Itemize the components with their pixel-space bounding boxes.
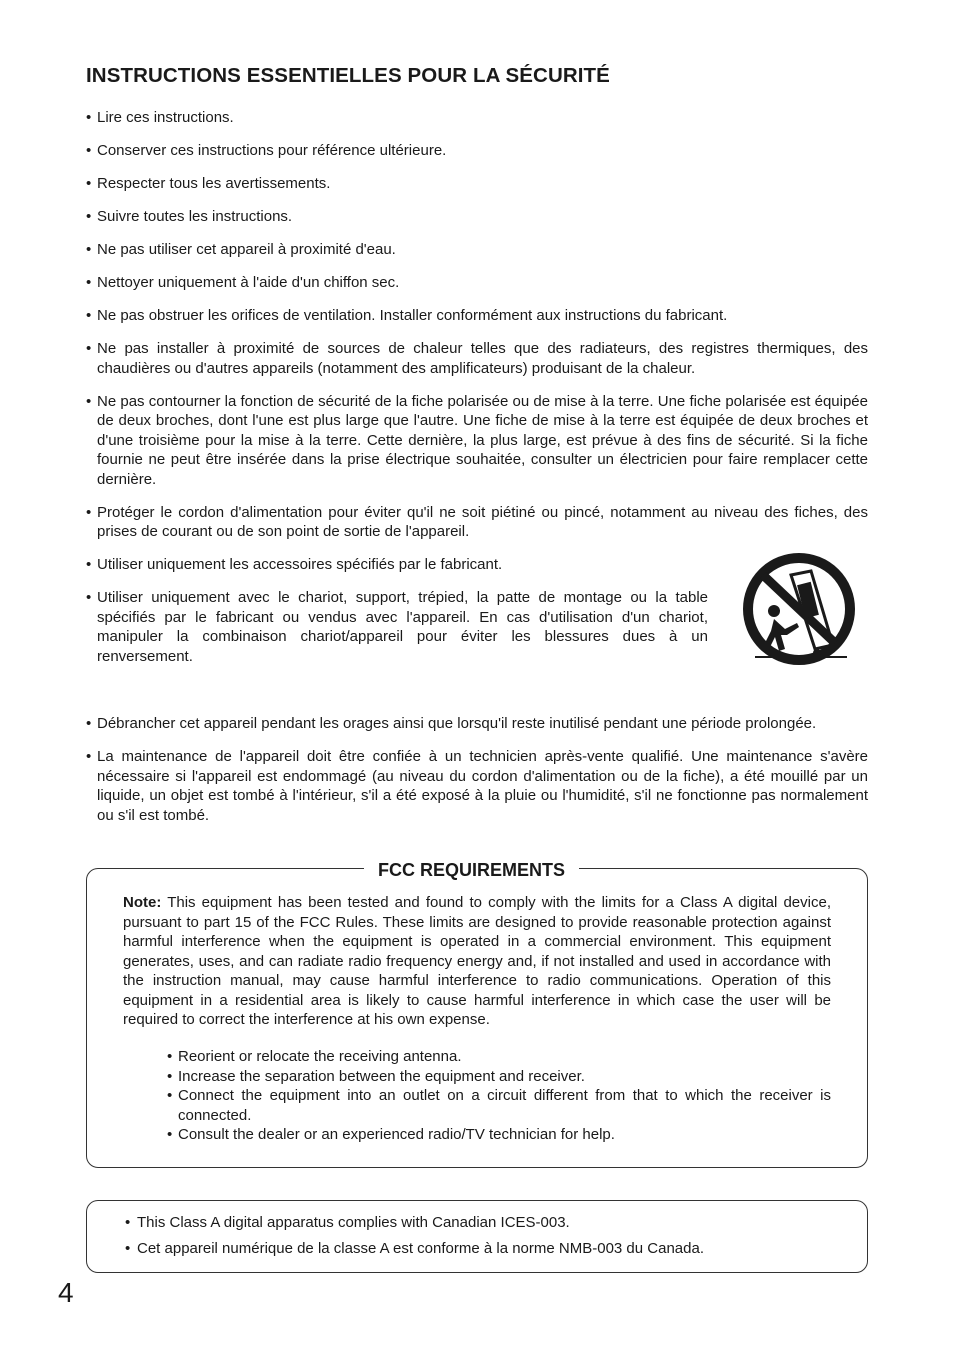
list-item: • Consult the dealer or an experienced radio/TV technician for help. [167, 1125, 831, 1145]
fcc-note-label: Note: [123, 894, 162, 911]
list-item: • This Class A digital apparatus complies with Canadian ICES-003. [125, 1213, 825, 1233]
list-item: • Increase the separation between the equipment and receiver. [167, 1067, 831, 1087]
list-item: • Protéger le cordon d'alimentation pour éviter qu'il ne soit piétiné ou pincé, notamment au niveau des fiches, des prises de courant ou de son point de sortie de l'appareil. [86, 503, 868, 542]
list-item: • Reorient or relocate the receiving antenna. [167, 1047, 831, 1067]
list-item: • La maintenance de l'appareil doit être confiée à un technicien après-vente qualifié. Une maintenance s'avère nécessaire si l'appareil est endommagé (au niveau du cordon d'alimentation ou de la fiche), a été mouillé par un liquide, un objet est tombé à l'intérieur, s'il a été exposé à la pluie ou l'humidité, s'il ne fonctionne pas normalement ou s'il est tombé. [86, 747, 868, 825]
ices-compliance-list [125, 1213, 825, 1265]
list-item: • Nettoyer uniquement à l'aide d'un chiffon sec. [86, 273, 868, 293]
list-item: • Débrancher cet appareil pendant les orages ainsi que lorsqu'il reste inutilisé pendant une période prolongée. [86, 714, 868, 734]
page-number: 4 [58, 1277, 74, 1308]
fcc-note [123, 893, 831, 1030]
list-item: • Ne pas contourner la fonction de sécurité de la fiche polarisée ou de mise à la terre. Une fiche polarisée est équipée de deux broches, dont l'une est plus large que l'autre. Une fiche de mise à la terre est équipée de deux broches et d'une troisième pour la mise à la terre. Cette dernière, la plus large, est prévue à des fins de sécurité. Si la fiche fournie ne peut être insérée dans la prise électrique souhaitée, consulter un électricien pour faire remplacer cette dernière. [86, 392, 868, 490]
list-item: • Cet appareil numérique de la classe A est conforme à la norme NMB-003 du Canada. [125, 1239, 825, 1259]
list-item: • Connect the equipment into an outlet on a circuit different from that to which the receiver is connected. [167, 1086, 831, 1125]
list-item: • Utiliser uniquement les accessoires spécifiés par le fabricant. [86, 555, 868, 575]
cart-tip-over-warning-icon [741, 553, 857, 669]
list-item: • Ne pas installer à proximité de sources de chaleur telles que des radiateurs, des registres thermiques, des chaudières ou d'autres appareils (notamment des amplificateurs) produisant de la chaleur. [86, 339, 868, 378]
page-title: INSTRUCTIONS ESSENTIELLES POUR LA SÉCURITÉ [86, 64, 610, 87]
safety-instructions-list-continued [86, 714, 868, 839]
fcc-note-text: This equipment has been tested and found to comply with the limits for a Class A digital device, pursuant to part 15 of the FCC Rules. These limits are designed to provide reasonable protection against harmful interference when the equipment is operated in a commercial environment. This equipment generates, uses, and can radiate radio frequency energy and, if not installed and used in accordance with the instruction manual, may cause harmful interference to radio communications. Operation of this equipment in a residential area is likely to cause harmful interference in which case the user will be required to correct the interference at his own expense. [123, 894, 831, 1028]
list-item: • Respecter tous les avertissements. [86, 174, 868, 194]
list-item: • Ne pas obstruer les orifices de ventilation. Installer conformément aux instructions du fabricant. [86, 306, 868, 326]
list-item: • Suivre toutes les instructions. [86, 207, 868, 227]
list-item: • Lire ces instructions. [86, 108, 868, 128]
fcc-measures-list [167, 1047, 831, 1145]
list-item: • Conserver ces instructions pour référence ultérieure. [86, 141, 868, 161]
list-item: • Ne pas utiliser cet appareil à proximité d'eau. [86, 240, 868, 260]
list-item-cart: • Utiliser uniquement avec le chariot, support, trépied, la patte de montage ou la table spécifiés par le fabricant ou vendus avec l'appareil. En cas d'utilisation d'un chariot, manipuler la combinaison chariot/appareil pour éviter les blessures dues à un renversement. [86, 588, 708, 666]
fcc-title: FCC REQUIREMENTS [364, 858, 579, 882]
